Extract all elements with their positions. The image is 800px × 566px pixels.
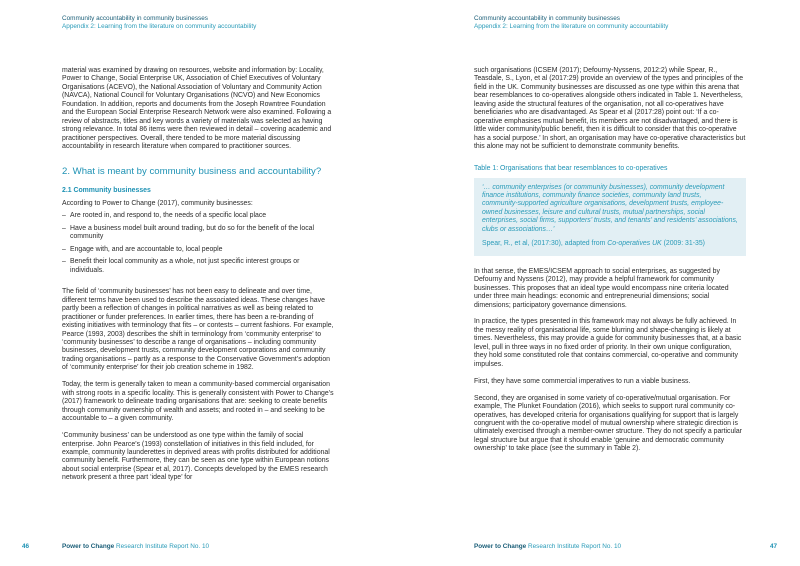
page-number: 46	[22, 543, 30, 550]
footer-brand-right	[474, 543, 621, 551]
running-head-right	[474, 15, 668, 31]
left-column	[62, 67, 334, 491]
running-head-title: Community accountability in community businesses	[62, 15, 208, 22]
body-paragraph: First, they have some commercial imperatives to run a viable business.	[474, 377, 691, 385]
quote-text: ‘… community enterprises (or community businesses), community development finance institutions, community finance societies, community land trusts, community-supported agriculture organisations, development trusts, employee-owned businesses, leisure and cultural trusts, mutual partnerships, social enterprises, social firms, supporters’ trusts, and tenants’ and residents’ associations, clubs or associations…’	[482, 183, 738, 233]
body-paragraph: In that sense, the EMES/ICSEM approach to social enterprises, as suggested by Defourny and Nyssens (2012), may provide a helpful framework for community businesses. This proposes that an ideal type would encompass nine criteria located under three main headings: economic and entrepreneurial dimensions; social dimensions; participatory governance dimensions.	[474, 267, 729, 309]
table-quote-box	[474, 178, 746, 256]
page-number: 47	[770, 543, 778, 550]
body-paragraph: The field of ‘community businesses’ has not been easy to delineate and over time, different terms have been used to describe the associated ideas. These changes have partly been a reflection of changes in political narratives as well as being related to practitioner or funder preferences. In earlier times, there has been a re-branding of existing initiatives with terminology that fits – or contests – current fashions. For example, Pearce (1993, 2003) describes the shift in terminology from ‘community enterprise’ to ‘community businesses’ to describe a range of organisations – including community businesses, development trusts, community development corporations and community trading organisations – partly as a response to the Conservative Government’s adoption of ‘community enterprise’ for their job creation scheme in 1982.	[62, 288, 334, 372]
list-item: – Benefit their local community as a whole, not just specific interest groups or individuals.	[62, 258, 300, 274]
body-paragraph: Second, they are organised in some variety of co-operative/mutual organisation. For example, The Plunket Foundation (2016), which seeks to support rural community co-operatives, has developed criteria for organisations qualifying for support that is largely congruent with the co-operative model of mutual ownership where strategic direction is ultimately exercised through a member-owner structure. They do not specify a particular legal structure but argue that it should enable ‘genuine and democratic community ownership’ to take place (see the summary in Table 2).	[474, 394, 742, 453]
subsection-heading: 2.1 Community businesses	[62, 186, 151, 194]
footer-right	[770, 543, 777, 551]
community-business-criteria-list	[62, 212, 334, 275]
running-head-subtitle: Appendix 2: Learning from the literature on community accountability	[62, 23, 257, 30]
report-name: Research Institute Report No. 10	[527, 543, 622, 550]
footer-brand-left	[62, 543, 209, 551]
list-item: – Engage with, and are accountable to, local people	[62, 245, 223, 253]
body-paragraph: Today, the term is generally taken to mean a community-based commercial organisation with strong roots in a specific locality. This is generally consistent with Power to Change’s (2017) framework to delineate trading organisations that are: seeking to create benefits through community ownership of wealth and assets; and rooted in – and seeking to be accountable to – a given community.	[62, 381, 334, 423]
brand-name: Power to Change	[474, 543, 527, 550]
table-caption: Table 1: Organisations that bear resemblances to co-operatives	[474, 164, 668, 172]
intro-paragraph: material was examined by drawing on resources, website and information by: Locality, Power to Change, Social Enterprise UK, Association of Chief Executives of Voluntary Organisations (ACEVO), the National Association of Voluntary and Community Action (NAVCA), National Council for Voluntary Organisations (NCVO) and New Economics Foundation. In addition, reports and documents from the Joseph Rowntree Foundation and the European Social Enterprise Research Network were also examined. Following a review of abstracts, titles and key words a variety of materials was selected as having strong relevance. In total 86 items were then reviewed in detail – covering academic and practitioner perspectives. Overall, there tended to be more material discussing accountability in research literature when compared to practitioner sources.	[62, 67, 332, 151]
quote-source: Spear, R., et al, (2017:30), adapted from Co-operatives UK (2009: 31-35)	[482, 240, 705, 248]
brand-name: Power to Change	[62, 543, 115, 550]
report-name: Research Institute Report No. 10	[115, 543, 210, 550]
list-item: – Are rooted in, and respond to, the needs of a specific local place	[62, 211, 267, 219]
section-heading: 2. What is meant by community business and accountability?	[62, 165, 322, 177]
list-item: – Have a business model built around trading, but do so for the benefit of the local community	[62, 224, 315, 241]
body-paragraph: In practice, the types presented in this framework may not always be fully achieved. In the messy reality of organisational life, some blurring and shape-changing is likely at times. Nevertheless, this may provide a guide for community businesses that, at a basic level, pull in three ways in no fixed order of priority. In their own unique configuration, they hold some constituted role that contains commercial, co-operative and community impulses.	[474, 318, 742, 368]
right-column	[474, 67, 746, 462]
list-intro: According to Power to Change (2017), community businesses:	[62, 199, 253, 207]
running-head-left	[62, 15, 256, 31]
body-paragraph: ‘Community business’ can be understood as one type within the family of social enterprise. John Pearce’s (1993) constellation of initiatives in this field included, for example, community launderettes in deprived areas with profits distributed for additional community benefit. Furthermore, they can be seen as one type within European notions about social enterprise (Spear et al, 2017). Concepts developed by the EMES research network present a three part ‘ideal type’ for	[62, 432, 330, 482]
right-page	[400, 0, 800, 566]
running-head-title: Community accountability in community businesses	[474, 15, 620, 22]
running-head-subtitle: Appendix 2: Learning from the literature on community accountability	[474, 23, 669, 30]
body-paragraph: such organisations (ICSEM (2017); Defourny-Nyssens, 2012:2) while Spear, R., Teasdale, S., Lyon, et al (2017:29) provide an overview of the types and principles of the field in the UK. Community businesses are discussed as one type within this arena that bear resemblances to co-operatives alongside others indicated in Table 1. Nevertheless, leaving aside the structural features of the organisation, not all co-operatives have beneficiaries who are disadvantaged. As Spear et al (2017:28) point out: ‘If a co-operative emphasises mutual benefit, its members are not disadvantaged, and there is little wider community/public benefit, then it is difficult to consider that this co-operative has a social purpose.’ In short, an organisation may have co-operative characteristics but this alone may not be sufficient to demonstrate community benefits.	[474, 67, 746, 151]
footer-left	[22, 543, 29, 551]
